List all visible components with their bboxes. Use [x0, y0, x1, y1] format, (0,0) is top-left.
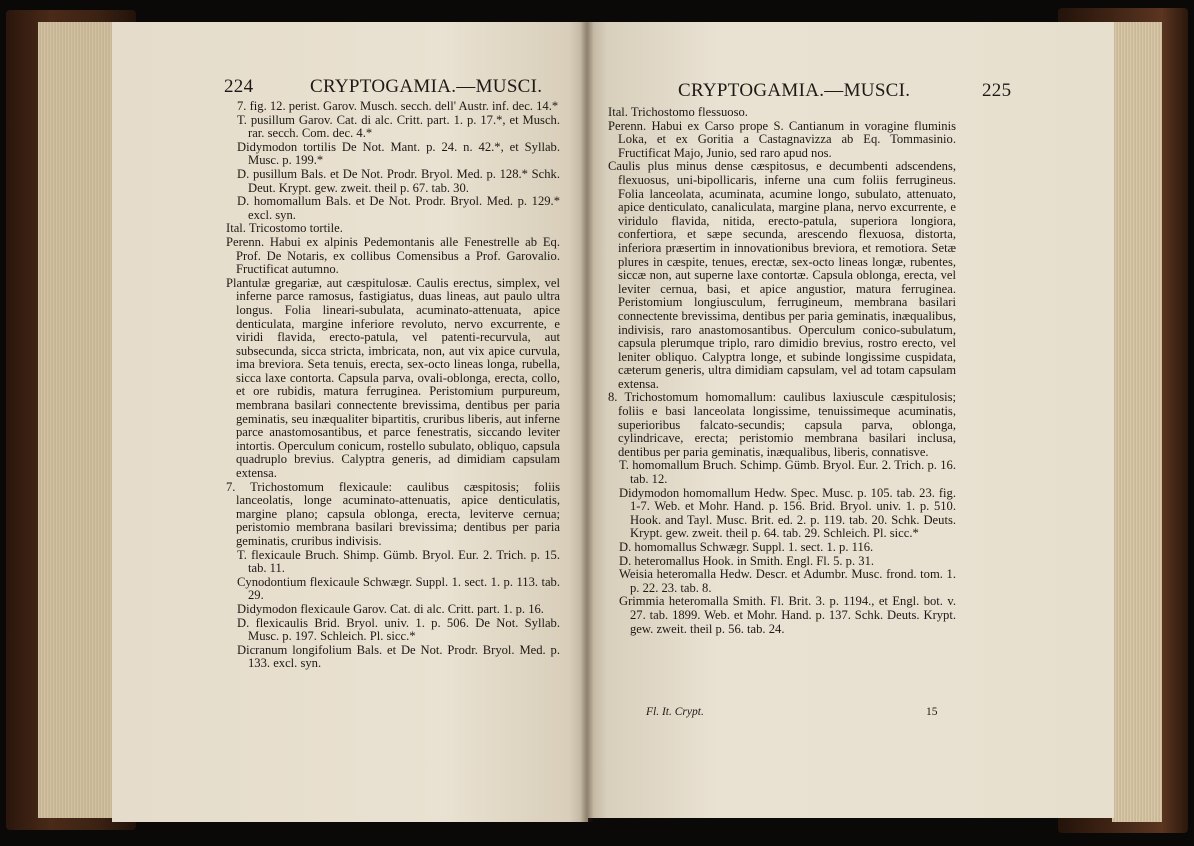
- text-line: D. homomallus Schwægr. Suppl. 1. sect. 1. p. 116.: [619, 540, 874, 554]
- page-edges-left: [38, 22, 118, 818]
- left-page-number: 224: [224, 76, 254, 97]
- left-page: [112, 22, 588, 822]
- text-line: Caulis plus minus dense cæspitosus, e decumbenti adscendens, flexuosus, uni-bipollicaris, inferne una cum foliis ferrugineus. Folia lanceolata, acuminata, acumine longo, subulato, attenuato, apice denticulato, canaliculata, margine plana, nervo excurrente, e viridulo flavida, nitida, erecto-patula, superiora longiora, confertiora, et sæpe secunda, arescendo flexuosa, distorta, inferiora præsertim in innovationibus breviora, et remotiora. Setæ plures in cæspite, tenues, erectæ, sex-octo lineas longæ, rubentes, siccæ non, aut superne laxe contortæ. Capsula oblonga, erecta, vel leviter cernua, basi, et apice angustior, matura ferruginea. Peristomium longiusculum, ferrugineum, membrana basilari connectente brevissima, dentibus per paria geminatis, inæqualibus, indivisis, raro anastomosantibus. Operculum conico-subulatum, capsula plerumque triplo, raro dimidio brevius, rostro erecto, vel leniter obliquo. Calyptra longe, et subinde longissime cuspidata, cæterum generis, ultra dimidiam capsulam, vel ad totam capsulam extensa.: [608, 159, 956, 391]
- text-line: Weisia heteromalla Hedw. Descr. et Adumbr. Musc. frond. tom. 1. p. 22. 23. tab. 8.: [619, 567, 956, 595]
- text-line: D. homomallum Bals. et De Not. Prodr. Bryol. Med. p. 129.* excl. syn.: [237, 194, 560, 222]
- text-line: T. pusillum Garov. Cat. di alc. Critt. part. 1. p. 17.*, et Musch. rar. secch. Com. dec. 4.*: [237, 112, 560, 141]
- signature-number: 15: [926, 706, 938, 718]
- book-gutter: [580, 22, 594, 822]
- text-line: Cynodontium flexicaule Schwægr. Suppl. 1. sect. 1. p. 113. tab. 29.: [237, 574, 560, 603]
- left-text-column: [226, 100, 560, 671]
- text-line: Ital. Tricostomo tortile.: [226, 221, 343, 236]
- right-page-footer: [646, 706, 946, 718]
- text-line: Perenn. Habui ex alpinis Pedemontanis alle Fenestrelle ab Eq. Prof. De Notaris, ex collibus Comensibus a Prof. Garovalio. Fructificat autumno.: [226, 234, 560, 277]
- right-text-column: [608, 106, 956, 636]
- text-line: Perenn. Habui ex Carso prope S. Cantianum in voragine fluminis Loka, et ex Goritia a Castagnavizza ab Eq. Tommasinio. Fructificat Majo, Junio, sed raro apud nos.: [608, 118, 956, 160]
- text-line: 7. Trichostomum flexicaule: caulibus cæspitosis; foliis lanceolatis, longe acuminato-attenuatis, apice denticulatis, margine plano; capsula oblonga, erecta, leviterve cernua; peristomio membrana basilari brevissima; dentibus per paria geminatis, cruribus indivisis.: [226, 479, 560, 548]
- right-page-number: 225: [982, 80, 1012, 101]
- text-line: T. flexicaule Bruch. Shimp. Gümb. Bryol. Eur. 2. Trich. p. 15. tab. 11.: [237, 547, 560, 576]
- text-line: Didymodon homomallum Hedw. Spec. Musc. p. 105. tab. 23. fig. 1-7. Web. et Mohr. Hand. p. 156. Brid. Bryol. univ. 1. p. 510. Hook. and Tayl. Musc. Brit. ed. 2. p. 119. tab. 20. Schk. Deuts. Krypt. gew. zweit. theil p. 64. tab. 29. Schleich. Pl. sicc.*: [619, 485, 956, 541]
- text-line: Ital. Trichostomo flessuoso.: [608, 105, 748, 119]
- text-line: Grimmia heteromalla Smith. Fl. Brit. 3. p. 1194., et Engl. bot. v. 27. tab. 1899. Web. et Mohr. Hand. p. 137. Schk. Deuts. Krypt. gew. zweit. theil p. 56. tab. 24.: [619, 594, 956, 636]
- signature-mark: Fl. It. Crypt.: [646, 706, 704, 718]
- text-line: D. flexicaulis Brid. Bryol. univ. 1. p. 506. De Not. Syllab. Musc. p. 197. Schleich. Pl. sicc.*: [237, 615, 560, 644]
- text-line: D. pusillum Bals. et De Not. Prodr. Bryol. Med. p. 128.* Schk. Deut. Krypt. gew. zweit. theil p. 67. tab. 30.: [237, 166, 560, 195]
- text-line: Didymodon tortilis De Not. Mant. p. 24. n. 42.*, et Syllab. Musc. p. 199.*: [237, 139, 560, 168]
- text-line: 8. Trichostomum homomallum: caulibus laxiuscule cæspitulosis; foliis e basi lanceolata longissime, tenuissimeque acuminatis, superioribus falcato-secundis; capsula parva, oblonga, cylindricave, erecta; peristomio membrana basilari inclusa, dentibus per paria geminatis, inæqualibus, liberis, connatisve.: [608, 390, 956, 459]
- page-edges-right: [1112, 22, 1162, 822]
- text-line: T. homomallum Bruch. Schimp. Gümb. Bryol. Eur. 2. Trich. p. 16. tab. 12.: [619, 458, 956, 487]
- text-line: D. heteromallus Hook. in Smith. Engl. Fl. 5. p. 31.: [619, 553, 875, 568]
- right-page: [586, 22, 1114, 818]
- text-line: 7. fig. 12. perist. Garov. Musch. secch. dell' Austr. inf. dec. 14.*: [237, 99, 559, 113]
- text-line: Didymodon flexicaule Garov. Cat. di alc. Critt. part. 1. p. 16.: [237, 601, 544, 616]
- left-running-title: CRYPTOGAMIA.—MUSCI.: [310, 76, 543, 97]
- right-running-title: CRYPTOGAMIA.—MUSCI.: [678, 80, 911, 101]
- text-line: Plantulæ gregariæ, aut cæspitulosæ. Caulis erectus, simplex, vel inferne parce ramosus, fastigiatus, duas lineas, aut paulo ultra longus. Folia lineari-subulata, acuminato-attenuata, apice denticulata, margine inferiore revoluto, nervo excurrente, e viridi flavida, erecto-patula, vel patenti-recurvula, aut subsecunda, sicca stricta, imbricata, non, aut vix apice curvula, ima breviora. Seta tenuis, erecta, sex-octo lineas longa, rubella, sicca laxe contorta. Capsula parva, ovali-oblonga, erecta, collo, et ore rubidis, matura ferruginea. Peristomium purpureum, membrana basilari connectente brevissima, dentibus per paria geminatis, seu inæqualiter bipartitis, cruribus liberis, aut inferne parce anastomosantibus, et parce fenestratis, siccando leviter intortis. Operculum conicum, rostello subulato, obliquo, capsula quadruplo brevius. Calyptra generis, ad dimidiam capsulam extensa.: [226, 275, 560, 481]
- text-line: Dicranum longifolium Bals. et De Not. Prodr. Bryol. Med. p. 133. excl. syn.: [237, 642, 560, 671]
